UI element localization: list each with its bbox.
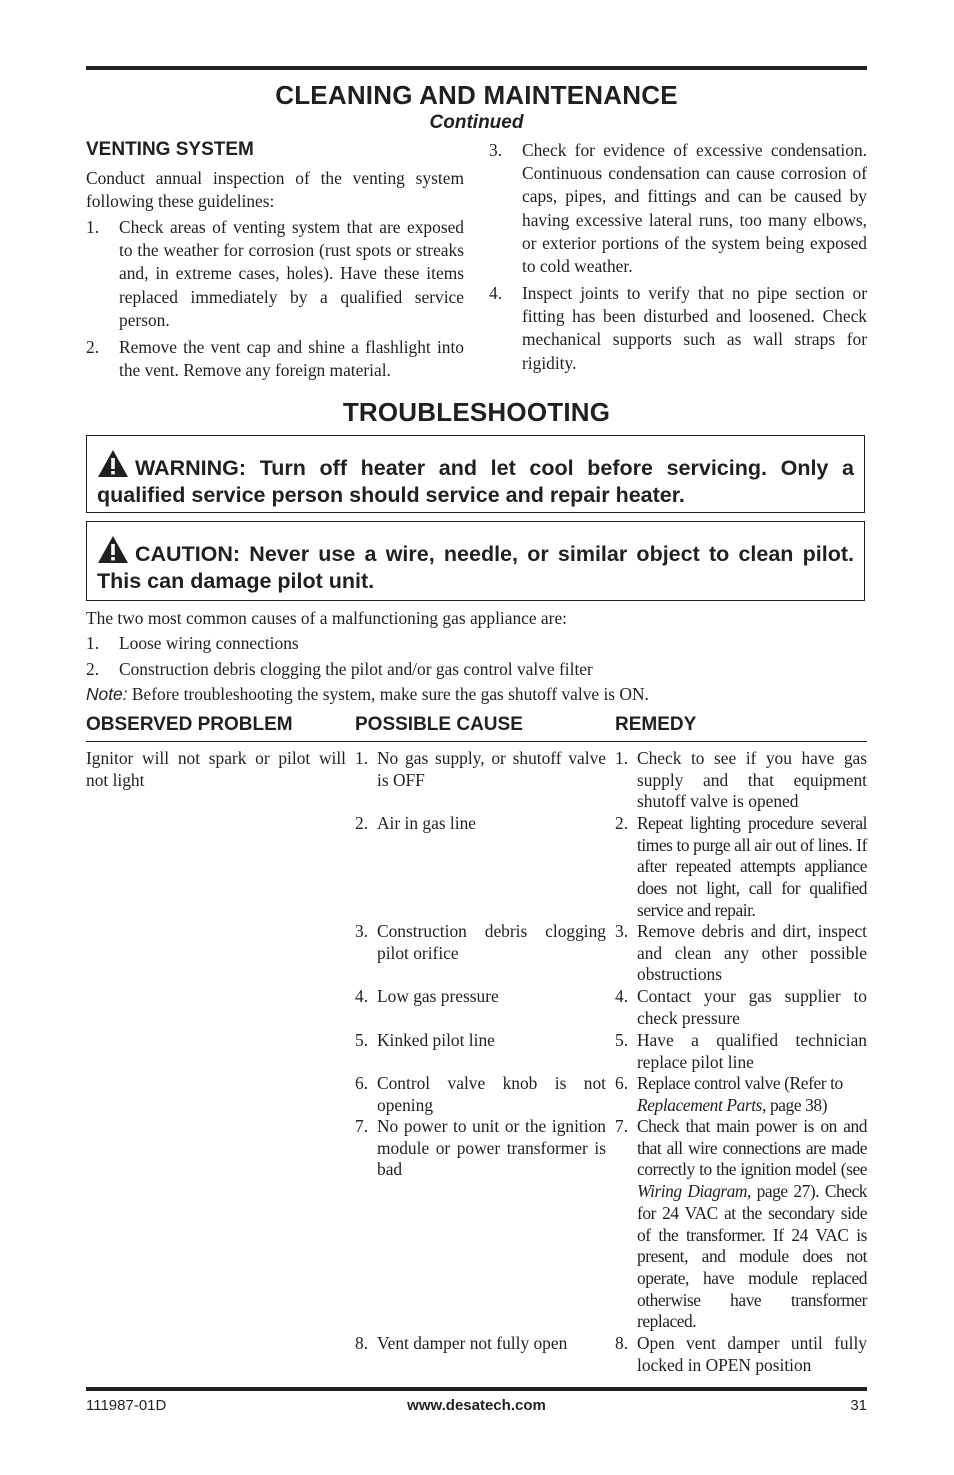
note-label: Note: [86,684,128,704]
row-number: 3. [615,921,629,941]
note-text: Before troubleshooting the system, make sure the gas shutoff valve is ON. [127,684,649,704]
cause-text: Vent damper not fully open [377,1333,568,1353]
remedy-text-italic: Replacement Parts [637,1094,763,1115]
section-subtitle: Continued [429,112,524,133]
problem-text: Ignitor will not spark or pilot will not light [86,748,346,790]
row-number: 8. [355,1333,369,1353]
row-number: 6. [355,1073,369,1093]
remedy-text: Check to see if you have gas supply and that equipment shutoff valve is opened [637,748,867,812]
row-number: 4. [615,986,629,1006]
row-number: 3. [355,921,369,941]
section-title: CLEANING AND MAINTENANCE [275,80,678,110]
bottom-rule [86,1387,867,1391]
row-number: 1. [615,748,629,768]
item-number: 1. [86,217,100,237]
website-link[interactable]: www.desatech.com [407,1397,546,1414]
caution-text-wrap [97,535,854,595]
remedy-text: Remove debris and dirt, inspect and clean any other possible obstructions [637,921,867,985]
item-text: Inspect joints to verify that no pipe section or fitting has been disturbed and loosened. Check mechanical supports such as wall straps for rigidity. [522,283,867,373]
item-number: 3. [489,140,503,160]
item-number: 2. [86,337,100,357]
item-text: Construction debris clogging the pilot and/or gas control valve filter [119,659,593,679]
row-number: 7. [355,1116,369,1136]
observed-problem [86,748,346,791]
remedy-text-italic: Wiring Diagram [637,1181,748,1202]
warning-box [86,435,865,513]
cause-text: No power to unit or the ignition module or power transformer is bad [377,1116,606,1180]
cause-text: Construction debris clogging pilot orifice [377,921,606,963]
item-number: 1. [86,633,100,653]
row-number: 2. [615,813,629,833]
item-number: 2. [86,659,100,679]
row-number: 6. [615,1073,629,1093]
row-number: 8. [615,1333,629,1353]
note [86,683,867,706]
remedy-text: Open vent damper until fully locked in OPEN position [637,1333,867,1375]
venting-intro: Conduct annual inspection of the venting system following these guidelines: [86,168,464,212]
cause-text: Kinked pilot line [377,1030,495,1050]
warning-triangle-icon [97,449,129,478]
caution-triangle-icon [97,535,129,564]
cause-text: Low gas pressure [377,986,499,1006]
cause-text: Air in gas line [377,813,477,833]
troubleshooting-title: TROUBLESHOOTING [342,397,611,427]
row-number: 1. [355,748,369,768]
remedy-text: Repeat lighting procedure several times to purge all air out of lines. If after repeated attempts appliance does not light, call for qualified service and repair. [637,813,867,920]
remedy-text-a: Replace control valve (Refer to [637,1073,843,1093]
warning-text: WARNING: Turn off heater and let cool before servicing. Only a qualified service person should service and repair heater. [97,456,854,507]
remedy-text: Have a qualified technician replace pilot line [637,1030,867,1072]
item-text: Loose wiring connections [119,633,299,653]
remedy-text-a: Check that main power is on and that all wire connections are made correctly to the ignition model (see [637,1116,867,1180]
top-rule [86,66,867,70]
row-number: 7. [615,1116,629,1136]
cause-text: Control valve knob is not opening [377,1073,606,1115]
header-remedy: REMEDY [615,714,697,735]
remedy-text-b: , page 27). Check for 24 VAC at the secondary side of the transformer. If 24 VAC is present, and module does not operate, have module replaced otherwise have transformer replaced. [637,1181,867,1332]
row-number: 4. [355,986,369,1006]
item-number: 4. [489,283,503,303]
remedy-text [637,1073,867,1116]
row-number: 2. [355,813,369,833]
page-number: 31 [850,1397,867,1414]
doc-number: 111987-01D [86,1397,167,1414]
warning-text-wrap [97,449,854,509]
remedy-text-b: , page 38) [762,1094,828,1115]
item-text: Check for evidence of excessive condensation. Continuous condensation can cause corrosion of caps, pipes, and fittings and can be caused by having excessive lateral runs, too many elbows, or exterior portions of the system being exposed to cold weather. [522,140,867,277]
remedy-text [637,1116,867,1333]
causes-intro: The two most common causes of a malfunctioning gas appliance are: [86,608,567,628]
table-header-rule [86,741,867,742]
item-text: Remove the vent cap and shine a flashlight into the vent. Remove any foreign material. [119,337,464,381]
caution-text: CAUTION: Never use a wire, needle, or similar object to clean pilot. This can damage pilot unit. [97,542,854,593]
venting-heading: VENTING SYSTEM [86,139,254,160]
cause-text: No gas supply, or shutoff valve is OFF [377,748,606,790]
header-observed-problem: OBSERVED PROBLEM [86,714,293,735]
header-possible-cause: POSSIBLE CAUSE [355,714,523,735]
row-number: 5. [355,1030,369,1050]
remedy-text: Contact your gas supplier to check pressure [637,986,867,1028]
caution-box [86,521,865,601]
item-text: Check areas of venting system that are exposed to the weather for corrosion (rust spots or streaks and, in extreme cases, holes). Have these items replaced immediately by a qualified service person. [119,217,464,330]
row-number: 5. [615,1030,629,1050]
